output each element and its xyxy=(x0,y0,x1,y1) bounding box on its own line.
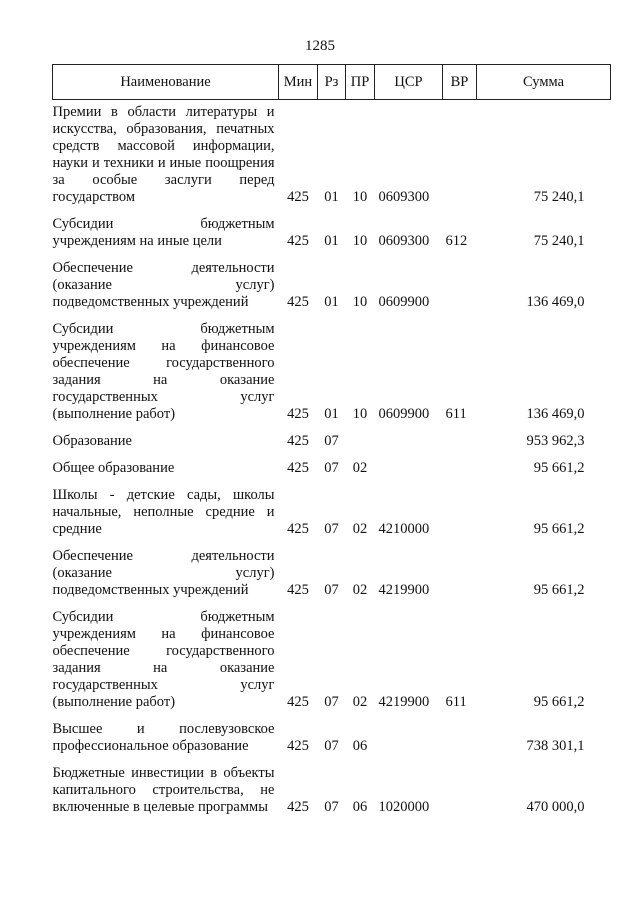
row-min: 425 xyxy=(287,738,309,754)
table-row xyxy=(53,538,611,599)
row-name: Школы - детские сады, школы начальные, неполные средние и средние xyxy=(52,487,275,537)
row-rz: 07 xyxy=(324,521,339,537)
row-csr: 4219900 xyxy=(378,582,430,598)
row-vr: 611 xyxy=(445,694,467,710)
table-header-row xyxy=(53,65,611,100)
row-csr: 4219900 xyxy=(378,694,430,710)
row-sum: 95 661,2 xyxy=(533,694,585,710)
header-pr: ПР xyxy=(346,65,375,100)
page-number: 1285 xyxy=(305,38,335,54)
row-min: 425 xyxy=(287,521,309,537)
table-row xyxy=(53,311,611,423)
budget-table xyxy=(52,64,611,816)
row-name: Бюджетные инвестиции в объекты капитального строительства, не включенные в целевые программы xyxy=(52,765,275,815)
row-vr xyxy=(443,477,477,538)
row-min: 425 xyxy=(287,694,309,710)
row-csr: 0609300 xyxy=(378,189,430,205)
row-sum: 95 661,2 xyxy=(533,460,585,476)
row-min: 425 xyxy=(287,294,309,310)
row-csr: 1020000 xyxy=(378,799,430,815)
row-min: 425 xyxy=(287,582,309,598)
row-vr xyxy=(443,100,477,207)
row-rz: 07 xyxy=(324,582,339,598)
row-rz: 01 xyxy=(324,294,339,310)
row-sum: 136 469,0 xyxy=(526,294,585,310)
row-pr: 06 xyxy=(352,799,368,815)
row-csr: 0609900 xyxy=(378,294,430,310)
row-vr: 612 xyxy=(445,233,468,249)
row-name: Субсидии бюджетным учреждениям на иные цели xyxy=(52,216,275,249)
row-name: Субсидии бюджетным учреждениям на финансовое обеспечение государственного задания на оказание государственных услуг (выполнение работ) xyxy=(52,609,275,710)
row-pr: 02 xyxy=(352,582,368,598)
row-pr: 10 xyxy=(352,294,368,310)
row-sum: 95 661,2 xyxy=(533,582,585,598)
row-pr: 06 xyxy=(352,738,368,754)
table-row xyxy=(53,711,611,755)
row-pr xyxy=(346,423,375,450)
row-pr: 02 xyxy=(352,521,368,537)
row-rz: 07 xyxy=(324,799,339,815)
row-rz: 01 xyxy=(324,233,339,249)
row-pr: 10 xyxy=(352,189,368,205)
row-vr xyxy=(443,538,477,599)
row-csr: 0609300 xyxy=(378,233,430,249)
row-csr xyxy=(375,423,443,450)
row-name: Субсидии бюджетным учреждениям на финансовое обеспечение государственного задания на оказание государственных услуг (выполнение работ) xyxy=(52,321,275,422)
row-sum: 470 000,0 xyxy=(526,799,585,815)
table-row xyxy=(53,206,611,250)
row-rz: 07 xyxy=(324,694,339,710)
row-vr xyxy=(443,755,477,816)
row-sum: 75 240,1 xyxy=(533,233,585,249)
row-csr: 0609900 xyxy=(378,406,430,422)
row-rz: 01 xyxy=(324,189,339,205)
table-row xyxy=(53,100,611,207)
row-name: Обеспечение деятельности (оказание услуг) подведомственных учреждений xyxy=(52,260,275,310)
row-pr: 02 xyxy=(352,460,368,476)
table-row xyxy=(53,450,611,477)
row-vr xyxy=(443,711,477,755)
row-vr xyxy=(443,250,477,311)
row-name: Общее образование xyxy=(52,460,175,476)
table-row xyxy=(53,423,611,450)
row-min: 425 xyxy=(287,433,309,449)
row-name: Образование xyxy=(52,433,132,449)
row-sum: 136 469,0 xyxy=(526,406,585,422)
row-rz: 07 xyxy=(324,433,339,449)
row-rz: 01 xyxy=(324,406,339,422)
row-pr: 02 xyxy=(352,694,368,710)
row-sum: 738 301,1 xyxy=(526,738,585,754)
row-vr xyxy=(443,450,477,477)
row-sum: 75 240,1 xyxy=(533,189,585,205)
table-row xyxy=(53,477,611,538)
header-min: Мин xyxy=(279,65,318,100)
header-name: Наименование xyxy=(53,65,279,100)
row-min: 425 xyxy=(287,406,309,422)
row-rz: 07 xyxy=(324,738,339,754)
row-name: Премии в области литературы и искусства, образования, печатных средств массовой информации, науки и техники и иные поощрения за особые заслуги перед государством xyxy=(52,104,275,205)
row-name: Высшее и послевузовское профессиональное образование xyxy=(52,721,275,754)
row-csr xyxy=(375,711,443,755)
row-csr xyxy=(375,450,443,477)
row-csr: 4210000 xyxy=(378,521,430,537)
row-min: 425 xyxy=(287,233,309,249)
table-row xyxy=(53,250,611,311)
row-pr: 10 xyxy=(352,233,368,249)
row-min: 425 xyxy=(287,460,309,476)
header-csr: ЦСР xyxy=(375,65,443,100)
table-row xyxy=(53,599,611,711)
header-sum: Сумма xyxy=(477,65,611,100)
table-row xyxy=(53,755,611,816)
header-rz: Рз xyxy=(318,65,346,100)
row-sum: 95 661,2 xyxy=(533,521,585,537)
header-vr: ВР xyxy=(443,65,477,100)
row-min: 425 xyxy=(287,799,309,815)
row-pr: 10 xyxy=(352,406,368,422)
row-min: 425 xyxy=(287,189,309,205)
row-rz: 07 xyxy=(324,460,339,476)
row-vr: 611 xyxy=(445,406,467,422)
row-vr xyxy=(443,423,477,450)
row-sum: 953 962,3 xyxy=(526,433,585,449)
row-name: Обеспечение деятельности (оказание услуг) подведомственных учреждений xyxy=(52,548,275,598)
